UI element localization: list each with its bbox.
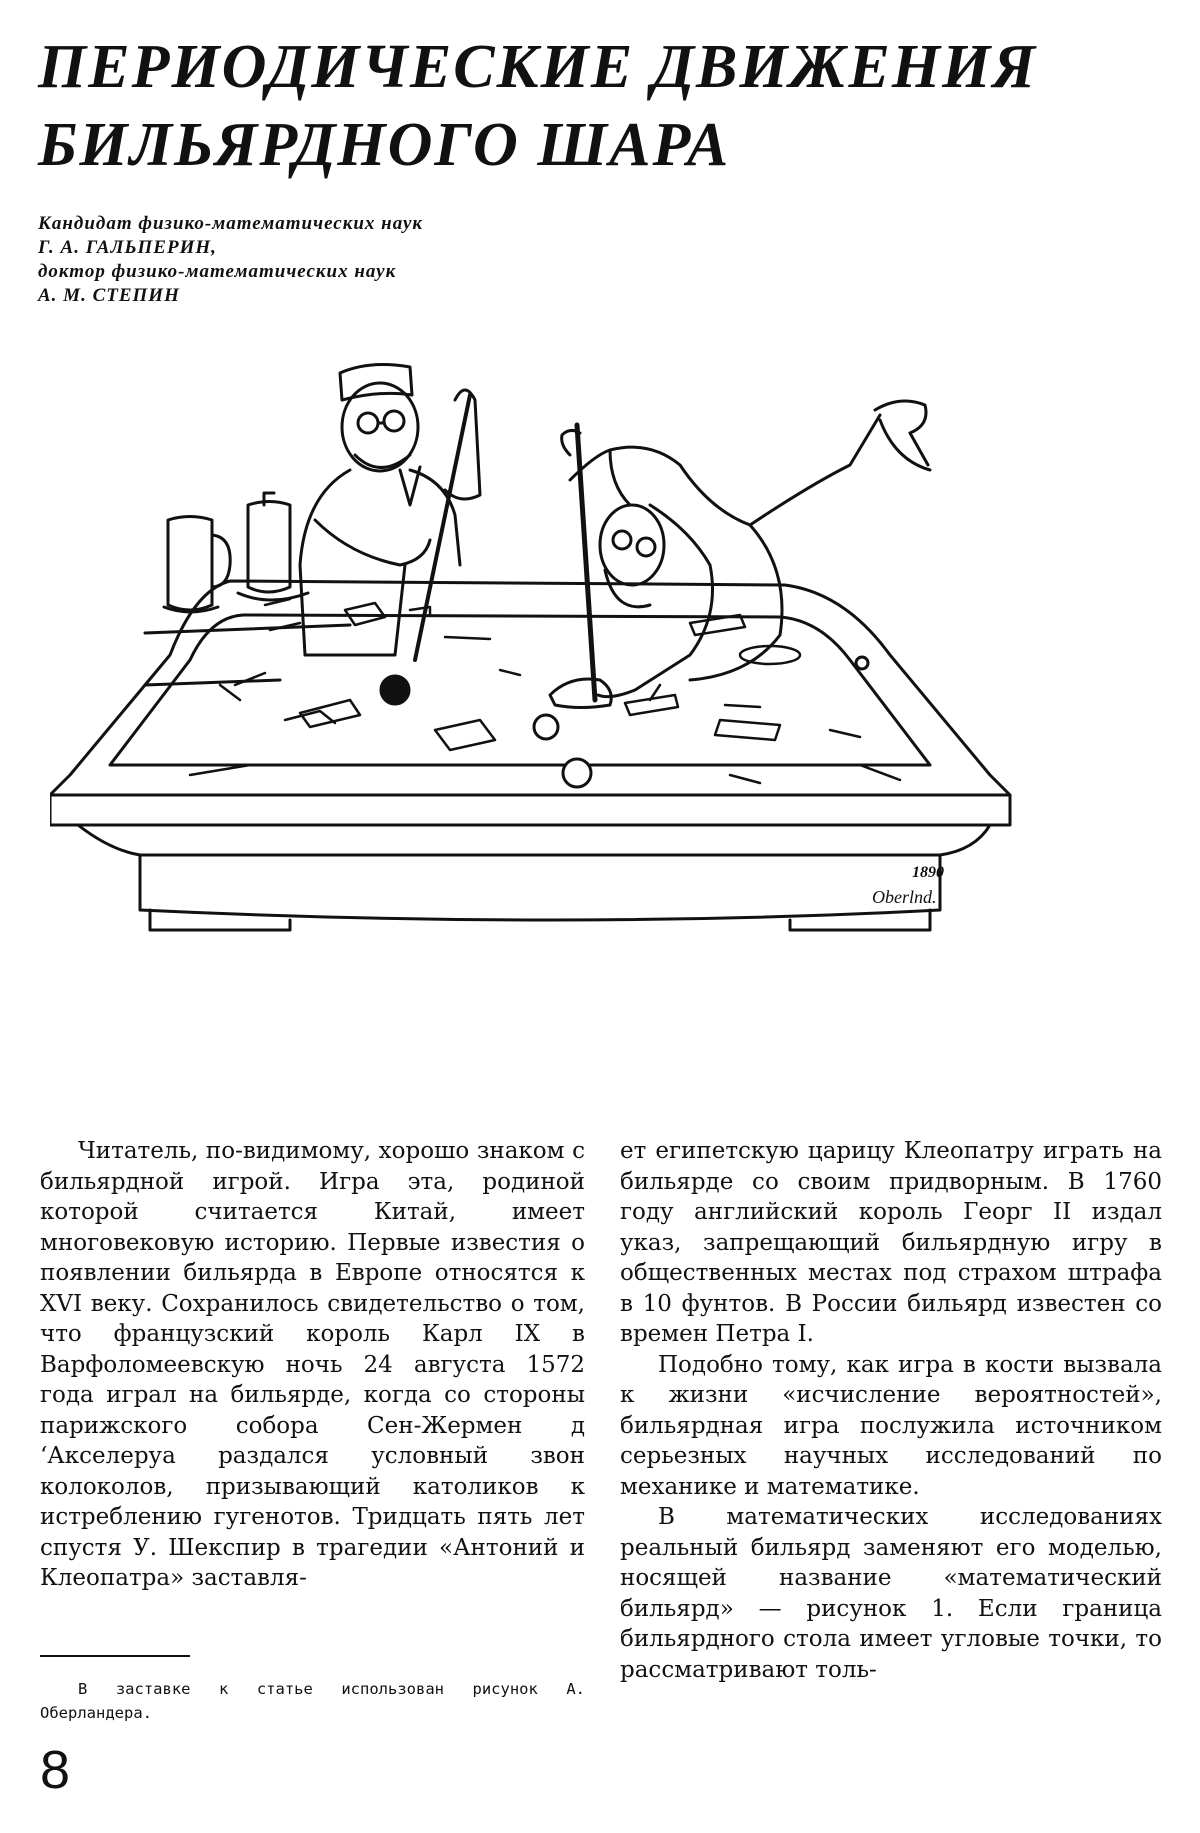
body-paragraph: Читатель, по-видимому, хорошо знаком с бильярдной игрой. Игра эта, родиной которой считается Китай, имеет многовековую историю. Первые известия о появлении бильярда в Европе относятся к XVI веку. Сохранилось свидетельство о том, что французский король Карл IX в Варфоломеевскую ночь 24 августа 1572 года играл на бильярде, когда со стороны парижского собора Сен-Жермен д ‘Акселеруа раздался условный звон колоколов, призывающий католиков к истреблению гугенотов. Тридцать пять лет спустя У. Шекспир в трагедии «Антоний и Клеопатра» заставля- [40,1138,585,1591]
body-paragraph: ет египетскую царицу Клеопатру играть на бильярде со своим придворным. В 1760 году английский король Георг II издал указ, запрещающий бильярдную игру в общественных местах под страхом штрафа в 10 фунтов. В России бильярд известен со времен Петра I. [620,1138,1162,1347]
author-degree-2: доктор физико-математических наук [38,261,397,282]
beer-mug-icon [164,517,230,613]
illustration-signature: 1890 [912,864,944,881]
leaning-player-figure [562,401,930,700]
background-shelf-line [145,625,350,633]
page-number: 8 [40,1740,71,1800]
billiard-ball-white [534,715,558,739]
author-degree-1: Кандидат физико-математических наук [38,213,424,234]
billiard-table [50,581,1010,930]
table-marker [856,657,868,669]
floor-line [145,680,280,685]
right-text-column [620,1136,1162,1685]
author-byline [38,212,423,308]
footnote: В заставке к статье использован рисунок А. Оберландера. [40,1680,585,1722]
title-line-2: БИЛЬЯРДНОГО ШАРА [38,111,731,179]
title-line-1: ПЕРИОДИЧЕСКИЕ ДВИЖЕНИЯ [38,33,1038,101]
illustration-artist-mark: Oberlnd. [872,887,937,907]
body-paragraph: В математических исследованиях реальный бильярд заменяют его моделью, носящей название «математический бильярд» — рисунок 1. Если граница бильярдного стола имеет угловые точки, то рассматривают толь- [620,1504,1162,1683]
billiard-ball-black [381,676,409,704]
beer-mug-icon [238,493,308,600]
author-name-2: А. М. СТЕПИН [38,285,180,306]
left-text-column [40,1136,585,1594]
body-paragraph: Подобно тому, как игра в кости вызвала к жизни «исчисление вероятностей», бильярдная игра послужила источником серьезных научных исследований по механике и математике. [620,1351,1162,1500]
cue-stick [415,395,470,660]
article-title [38,28,1037,184]
author-name-1: Г. А. ГАЛЬПЕРИН, [38,237,217,258]
billiard-illustration [50,355,1180,1095]
footnote-rule [40,1655,190,1657]
player-hand [550,679,611,708]
billiard-ball-white [563,759,591,787]
